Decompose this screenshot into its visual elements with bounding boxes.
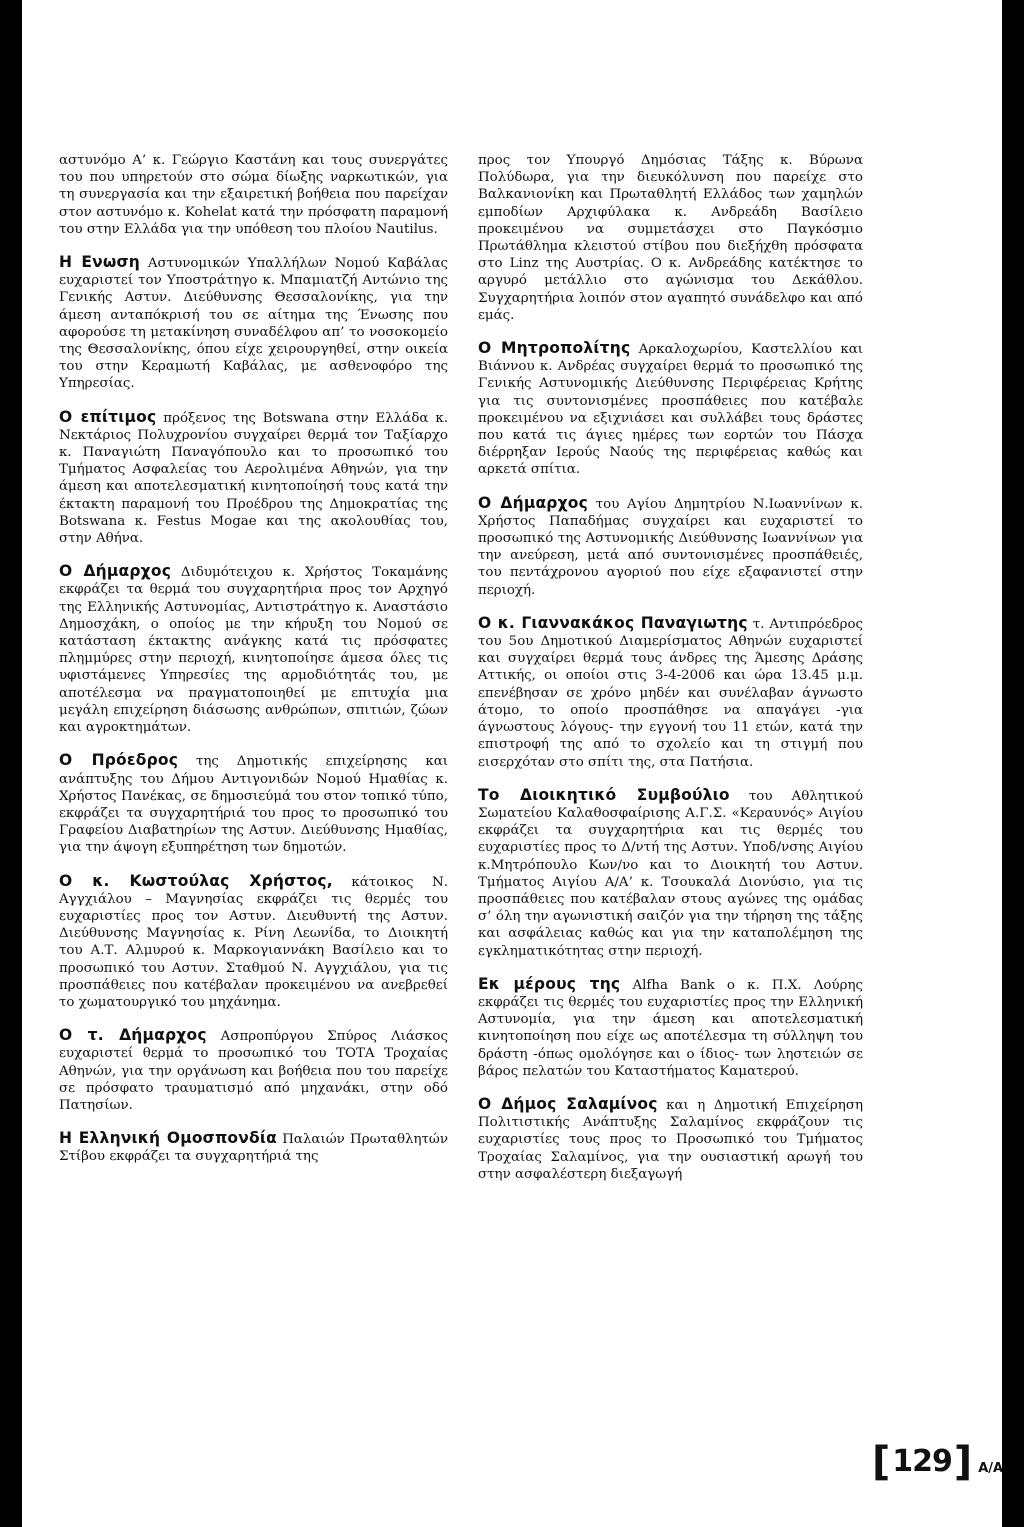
- paragraph-text: κάτοικος Ν. Αγγχιάλου – Μαγνησίας εκφράζει τις θερμές του ευχαριστίες προς τον Αστυν. Διευθυντή της Αστυν. Διεύθυνσης Μαγνησίας κ. Ρίνη Λεωνίδα, το Διοικητή του Α.Τ. Αλμυρού κ. Μαρκογιαννάκη Βασίλειο και το προσωπικό του Αστυν. Σταθμού Ν. Αγγχιάλου, για τις προσπάθειες που κατέβαλαν προκειμένου να ανεβρεθεί το χωματουργικό του μηχάνημα.: [59, 874, 449, 1010]
- paragraph-lead: Ο κ. Κωστούλας Χρήστος,: [59, 871, 333, 890]
- paragraph: [478, 340, 863, 479]
- paragraph: [59, 254, 448, 393]
- paragraph-lead: Ο Δήμος Σαλαμίνος: [478, 1094, 658, 1113]
- paragraph-lead: Ο Δήμαρχος: [478, 493, 589, 512]
- paragraph-text: Παλαιών Πρωταθλητών Στίβου εκφράζει τα συγχαρητήριά της: [59, 1132, 448, 1165]
- paragraph-lead: Η Ελληνική Ομοσπονδία: [59, 1129, 277, 1148]
- paragraph: [59, 563, 448, 736]
- paragraph: [478, 976, 863, 1080]
- page-footer: [872, 1436, 1004, 1485]
- close-bracket: ]: [953, 1439, 973, 1485]
- paragraph-text: προς τον Υπουργό Δημόσιας Τάξης κ. Βύρωνα Πολύδωρα, για την διευκόλυνση που παρείχε στο Βαλκανιονίκη και Πρωταθλητή Ελλάδος των χαμηλών εμποδίων Αρχιφύλακα κ. Ανδρεάδη Βασίλειο προκειμένου να συμμετάσχει στο Παγκόσμιο Πρωτάθλημα κλειστού στίβου που διεξήχθη πρόσφατα στο Linz της Αυστρίας. Ο κ. Ανδρεάδης κατέκτησε το αργυρό μετάλλιο στο αγώνισμα του Δεκάθλου. Συγχαρητήρια λοιπόν στον αγαπητό συνάδελφο και από εμάς.: [478, 153, 863, 323]
- issue-mark: A/A: [978, 1461, 1004, 1476]
- paragraph: [59, 873, 448, 1012]
- paragraph: [59, 1130, 448, 1165]
- paragraph-text: Διδυμότειχου κ. Χρήστος Τοκαμάνης εκφράζει τα θερμά του συγχαρητήρια προς τον Αρχηγό της Ελληνικής Αστυνομίας, Αντιστράτηγο κ. Αναστάσιο Δημοσχάκη, ο οποίος με την κήρυξη του Νομού σε κατάσταση έκτακτης ανάγκης κατά τις πρόσφατες πλημμύρες στην περιοχή, κινητοποίησε άμεσα όλες τις υφιστάμενες Υπηρεσίες της αρμοδιότητάς του, με αποτέλεσμα να πραγματοποιηθεί με επιτυχία μια μεγάλη επιχείρηση διάσωσης ανθρώπων, σπιτιών, ζώων και αγροκτημάτων.: [59, 565, 448, 736]
- paragraph-text: αστυνόμο Α’ κ. Γεώργιο Καστάνη και τους συνεργάτες του που υπηρετούν στο σώμα δίωξης ναρκωτικών, για τη συνεργασία και την εξαιρετική βοήθεια που παρείχαν στον αστυνόμο κ. Kohelat κατά την πρόσφατη παραμονή του στην Ελλάδα για την υπόθεση του πλοίου Nautilus.: [59, 153, 448, 237]
- paragraph-lead: Εκ μέρους της: [478, 974, 621, 993]
- paragraph-text: Αστυνομικών Υπαλλήλων Νομού Καβάλας ευχαριστεί τον Υποστράτηγο κ. Μπαμιατζή Αντώνιο της Γενικής Αστυν. Διεύθυνσης Θεσσαλονίκης, για την άμεση ανταπόκρισή του σε αίτημα της Ένωσης που αφορούσε τη μετακίνηση συναδέλφου απ’ το νοσοκομείο της Θεσσαλονίκης, όπου είχε χειρουργηθεί, στην οικεία του στην Κεραμωτή Καβάλας, με ασθενοφόρο της Υπηρεσίας.: [59, 256, 448, 392]
- paragraph-text: τ. Αντιπρόεδρος του 5ου Δημοτικού Διαμερίσματος Αθηνών ευχαριστεί και συγχαίρει θερμά τους άνδρες της Άμεσης Δράσης Αττικής, οι οποίοι στις 3-4-2006 και ώρα 13.45 μ.μ. επενέβησαν σε χρόνο μηδέν και συνέλαβαν άγνωστο άτομο, το οποίο προσπάθησε να απαγάγει -για άγνωστους λόγους- την εγγονή του 11 ετών, κατά την επιστροφή της από το σχολείο και τη στιγμή που εισερχόταν στο σπίτι της, στα Πατήσια.: [478, 616, 864, 770]
- left-column: [59, 152, 448, 1182]
- paragraph: [59, 752, 448, 856]
- paragraph-lead: Ο Πρόεδρος: [59, 751, 179, 770]
- paragraph: [478, 1096, 863, 1183]
- paragraph: [478, 152, 863, 324]
- open-bracket: [: [872, 1439, 891, 1485]
- paragraph: [478, 615, 863, 771]
- paragraph-text: πρόξενος της Botswana στην Ελλάδα κ. Νεκτάριος Πολυχρονίου συγχαίρει θερμά τον Ταξίαρχο κ. Παναγιώτη Παναγόπουλο και το προσωπικό του Τμήματος Ασφαλείας του Αερολιμένα Αθηνών, για την άμεση και αποτελεσματική κινητοποίησή τους κατά την έκτακτη παραμονή του Προέδρου της Δημοκρατίας της Botswana κ. Festus Mogae και της ακολουθίας του, στην Αθήνα.: [59, 410, 448, 547]
- paragraph-lead: Ο Δήμαρχος: [59, 562, 172, 581]
- paragraph-lead: Ο Μητροπολίτης: [478, 339, 631, 358]
- paragraph-text: Αρκαλοχωρίου, Καστελλίου και Βιάννου κ. Ανδρέας συγχαίρει θερμά το προσωπικό της Γενικής Αστυνομικής Διεύθυνσης Περιφέρειας Κρήτης για τις συντονισμένες προσπάθειες που κατέβαλε προκειμένου να εξιχνιάσει και συλλάβει τους δράστες που κατά τις άγιες ημέρες των εορτών του Πάσχα διέρρηξαν Ιερούς Ναούς της περιφέρειας καθώς και αρκετά σπίτια.: [478, 342, 863, 478]
- paragraph-lead: Το Διοικητικό Συμβούλιο: [478, 785, 730, 804]
- paragraph-lead: Η Ενωση: [59, 253, 141, 272]
- paragraph-text: της Δημοτικής επιχείρησης και ανάπτυξης του Δήμου Αντιγονιδών Νομού Ημαθίας κ. Χρήστος Πανέκας, σε δημοσιεύμά του στον τοπικό τύπο, εκφράζει τα συγχαρητήριά του προς το προσωπικό του Γραφείου Διαβατηρίων της Αστυν. Διεύθυνσης Ημαθίας, για την άψογη εξυπηρέτηση των δημοτών.: [59, 754, 449, 856]
- paragraph-lead: Ο κ. Γιαννακάκος Παναγιωτης: [478, 613, 748, 632]
- paragraph-text: και η Δημοτική Επιχείρηση Πολιτιστικής Ανάπτυξης Σαλαμίνος εκφράζουν τις ευχαριστίες τους προς το Προσωπικό του Τμήματος Τροχαίας Σαλαμίνος, για την ουσιαστική αρωγή του στην ασφαλέστερη διεξαγωγή: [478, 1097, 863, 1182]
- paper-sheet: [22, 0, 1002, 1527]
- right-column: [478, 152, 863, 1199]
- paragraph-lead: Ο τ. Δήμαρχος: [59, 1026, 207, 1045]
- page-number: 129: [892, 1444, 952, 1479]
- paragraph-text: του Αγίου Δημητρίου Ν.Ιωαννίνων κ. Χρήστος Παπαδήμας συγχαίρει και ευχαριστεί το προσωπικό της Αστυνομικής Διεύθυνσης Ιωαννίνων για την ανεύρεση, μετά από συντονισμένες προσπάθειές, του πεντάχρονου αγοριού που είχε εξαφανιστεί στην περιοχή.: [478, 496, 863, 598]
- paragraph: [59, 152, 448, 238]
- paragraph-text: Alfha Bank ο κ. Π.Χ. Λούρης εκφράζει τις θερμές του ευχαριστίες προς την Ελληνική Αστυνομία, για την άμεση και αποτελεσματική κινητοποίηση που είχε ως αποτέλεσμα τη σύλληψη του δράστη -όπως ομολόγησε και ο ίδιος- των ληστειών σε βάρος πελατών του Καταστήματος Καματερού.: [478, 977, 863, 1079]
- paragraph: [478, 787, 863, 960]
- paragraph-lead: Ο επίτιμος: [59, 407, 157, 426]
- paragraph: [59, 409, 448, 548]
- paragraph-text: Ασπροπύργου Σπύρος Λιάσκος ευχαριστεί θερμά το προσωπικό του ΤΟΤΑ Τροχαίας Αθηνών, για την οργάνωση και βοήθεια που του παρείχε σε πρόσφατο τραυματισμό από μηχανάκι, στην οδό Πατησίων.: [59, 1029, 448, 1113]
- paragraph: [59, 1027, 448, 1114]
- paragraph-text: του Αθλητικού Σωματείου Καλαθοσφαίρισης Α.Γ.Σ. «Κεραυνός» Αιγίου εκφράζει τα συγχαρητήρια και τις θερμές του ευχαριστίες προς το Δ/ντή της Αστυν. Υποδ/νσης Αιγίου κ.Μητρόπουλο Κων/νο και το Διοικητή του Αστυν. Τμήματος Αιγίου Α/Α’ κ. Τσουκαλά Διονύσιο, για τις προσπάθειες που κατέβαλαν στους αγώνες της ομάδας σ’ όλη την αγωνιστική σαιζόν για την τήρηση της τάξης και ασφάλειας καθώς και για την καταπολέμηση της εγκληματικότητας στην περιοχή.: [478, 788, 863, 959]
- paragraph: [478, 495, 863, 599]
